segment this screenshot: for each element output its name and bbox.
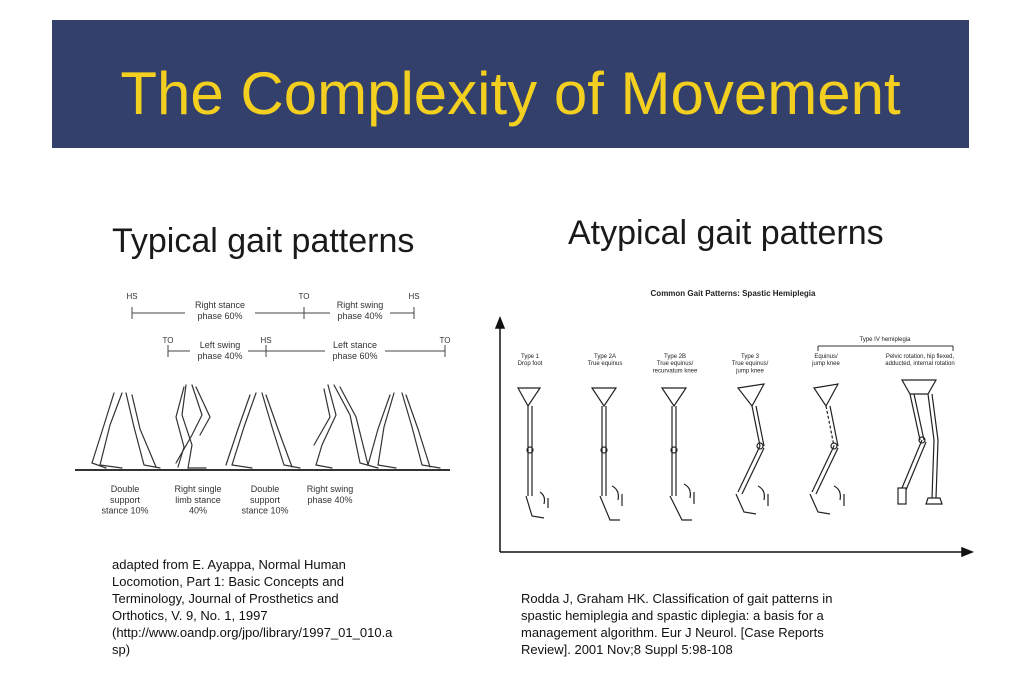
type-label-2b: Type 2B True equinus/ recurvatum knee: [652, 354, 698, 375]
type-label-3: Type 3 True equinus/ jump knee: [731, 354, 769, 375]
type-label-4a: Equinus/ jump knee: [812, 354, 840, 368]
slide-title: The Complexity of Movement: [120, 60, 901, 127]
support-label-3: Double support stance 10%: [241, 484, 289, 516]
phase-right-swing: Right swing phase 40%: [336, 300, 384, 321]
support-label-4: Right swing phase 40%: [306, 484, 354, 505]
right-citation: Rodda J, Graham HK. Classification of gait patterns in spastic hemiplegia and spastic diplegia: a basis for a management algorithm. Eur J Neurol. [Case Reports Review]. 2001 Nov;8 Suppl 5:98-108: [521, 591, 833, 657]
event-to-right: TO: [439, 336, 451, 345]
typical-gait-heading: Typical gait patterns: [112, 222, 415, 260]
event-hs-2: HS: [408, 292, 420, 301]
type-label-1: Type 1 Drop foot: [517, 354, 543, 368]
type-label-4b: Pelvic rotation, hip flexed, adducted, internal rotation: [885, 354, 955, 368]
event-hs-1: HS: [126, 292, 138, 301]
type-label-2a: Type 2A True equinus: [587, 354, 623, 368]
left-citation: adapted from E. Ayappa, Normal Human Locomotion, Part 1: Basic Concepts and Terminology, Journal of Prosthetics and Orthotics, V. 9, No. 1, 1997 (http://www.oandp.org/jpo/library/1997_01_010.a sp): [112, 557, 393, 657]
stick-figures: [518, 380, 942, 520]
support-label-2: Right single limb stance 40%: [174, 484, 222, 516]
title-banner: [52, 20, 969, 148]
atypical-gait-diagram: [488, 280, 978, 565]
type-iv-group-label: Type IV hemiplegia: [859, 337, 911, 343]
figure-title: Common Gait Patterns: Spastic Hemiplegia: [650, 289, 816, 298]
atypical-gait-heading: Atypical gait patterns: [568, 214, 884, 252]
phase-left-swing: Left swing phase 40%: [197, 340, 243, 361]
leg-silhouettes: [92, 385, 440, 468]
phase-right-stance: Right stance phase 60%: [194, 300, 246, 321]
event-to-left: TO: [162, 336, 174, 345]
event-to-1: TO: [298, 292, 310, 301]
support-label-1: Double support stance 10%: [101, 484, 149, 516]
phase-left-stance: Left stance phase 60%: [332, 340, 378, 361]
event-hs-mid: HS: [260, 336, 272, 345]
typical-gait-diagram: [60, 285, 460, 530]
